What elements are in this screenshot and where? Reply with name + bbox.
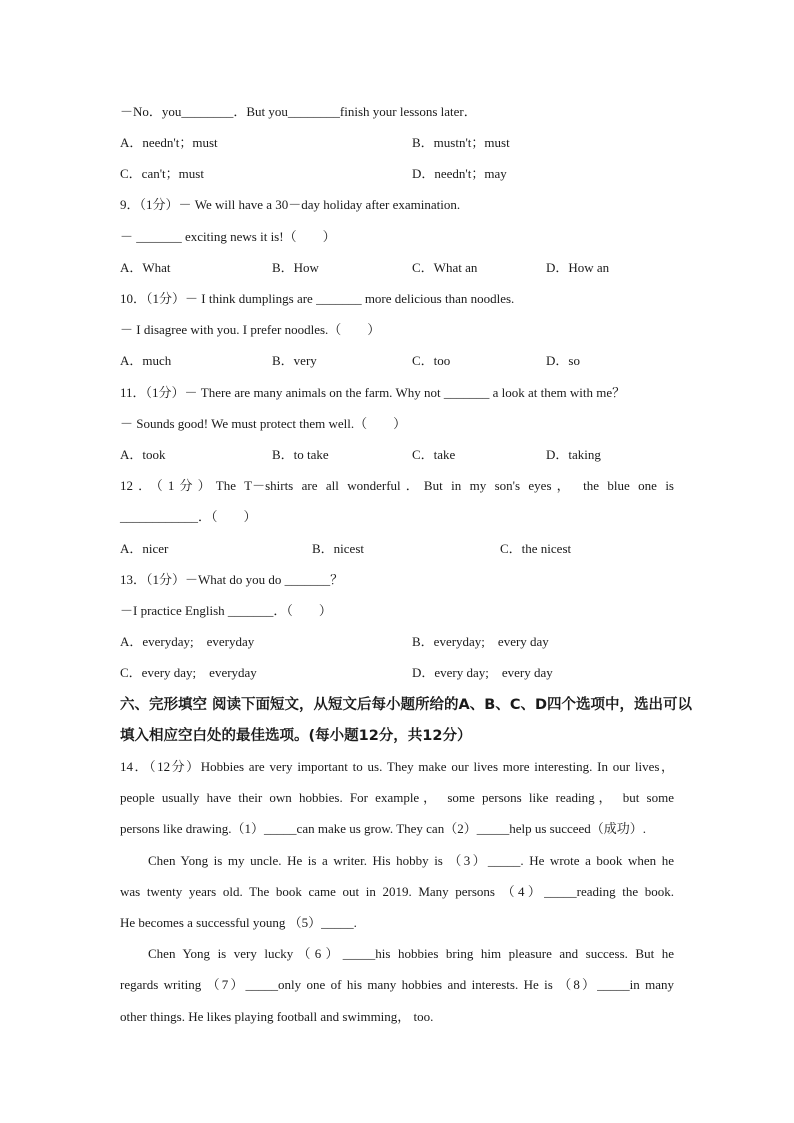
q8-dialogue-line: －No．you________．But you________finish your lessons later． — [120, 104, 477, 119]
q10-reply: － I disagree with you. I prefer noodles.（ ） — [120, 322, 381, 337]
q8-option-d: D．needn't；may — [412, 166, 507, 181]
q8-option-b: B．mustn't；must — [412, 135, 510, 150]
q9-option-b: B．How — [272, 260, 319, 275]
section-heading-line-1: 六、完形填空 阅读下面短文，从短文后每小题所给的A、B、C、D四个选项中，选出可以 — [120, 697, 692, 713]
q10-option-b: B．very — [272, 353, 317, 368]
q8-option-c: C．can't；must — [120, 166, 204, 181]
q9-reply: － _______ exciting news it is!（ ） — [120, 229, 336, 244]
q9-option-a: A．What — [120, 260, 171, 275]
q14-passage-line: Chen Yong is my uncle. He is a writer. His hobby is （3）_____. He wrote a book when he — [148, 853, 674, 868]
q14-passage-line: regards writing （7）_____only one of his many hobbies and interests. He is （8）_____in many — [120, 977, 674, 992]
q9-option-d: D．How an — [546, 260, 610, 275]
q12-option-b: B．nicest — [312, 541, 364, 556]
q11-option-b: B．to take — [272, 447, 329, 462]
q14-passage-line: people usually have their own hobbies. For example， some persons like reading， but some — [120, 790, 674, 805]
q11-stem: 11．（1分）－ There are many animals on the farm. Why not _______ a look at them with me？ — [120, 385, 626, 400]
q8-option-a: A．needn't；must — [120, 135, 218, 150]
q14-passage-line: other things. He likes playing football and swimming， too. — [120, 1009, 434, 1024]
q12-stem: 12．（1分）The T－shirts are all wonderful．But in my son's eyes， the blue one is — [120, 478, 674, 493]
q14-passage-line: persons like drawing.（1）_____can make us grow. They can（2）_____help us succeed（成功）. — [120, 821, 647, 836]
q13-reply: －I practice English _______．（ ） — [120, 603, 332, 618]
q11-option-d: D．taking — [546, 447, 601, 462]
q10-option-a: A．much — [120, 353, 172, 368]
q9-option-c: C．What an — [412, 260, 478, 275]
q9-stem: 9．（1分）－ We will have a 30－day holiday after examination. — [120, 197, 461, 212]
q13-option-c: C．every day; everyday — [120, 665, 257, 680]
q14-passage-line: was twenty years old. The book came out in 2019. Many persons （4）_____reading the book. — [120, 884, 674, 899]
q10-stem: 10．（1分）－ I think dumplings are _______ more delicious than noodles. — [120, 291, 515, 306]
q14-passage-line: Chen Yong is very lucky（6）_____his hobbies bring him pleasure and success. But he — [148, 946, 674, 961]
q14-passage-line: 14．（12分）Hobbies are very important to us. They make our lives more interesting. In our lives， — [120, 759, 674, 774]
q14-passage-line: He becomes a successful young （5）_____. — [120, 915, 357, 930]
q13-option-a: A．everyday; everyday — [120, 634, 255, 649]
q12-blank-line: ____________．（ ） — [120, 509, 257, 524]
q11-reply: － Sounds good! We must protect them well.（ ） — [120, 416, 407, 431]
q12-option-a: A．nicer — [120, 541, 169, 556]
q10-option-c: C．too — [412, 353, 451, 368]
q13-stem: 13．（1分）－What do you do _______？ — [120, 572, 344, 587]
q12-option-c: C．the nicest — [500, 541, 572, 556]
q13-option-d: D．every day; every day — [412, 665, 553, 680]
q11-option-c: C．take — [412, 447, 456, 462]
section-heading-line-2: 填入相应空白处的最佳选项。(每小题12分，共12分） — [120, 728, 472, 744]
q13-option-b: B．everyday; every day — [412, 634, 549, 649]
q11-option-a: A．took — [120, 447, 166, 462]
q10-option-d: D．so — [546, 353, 580, 368]
